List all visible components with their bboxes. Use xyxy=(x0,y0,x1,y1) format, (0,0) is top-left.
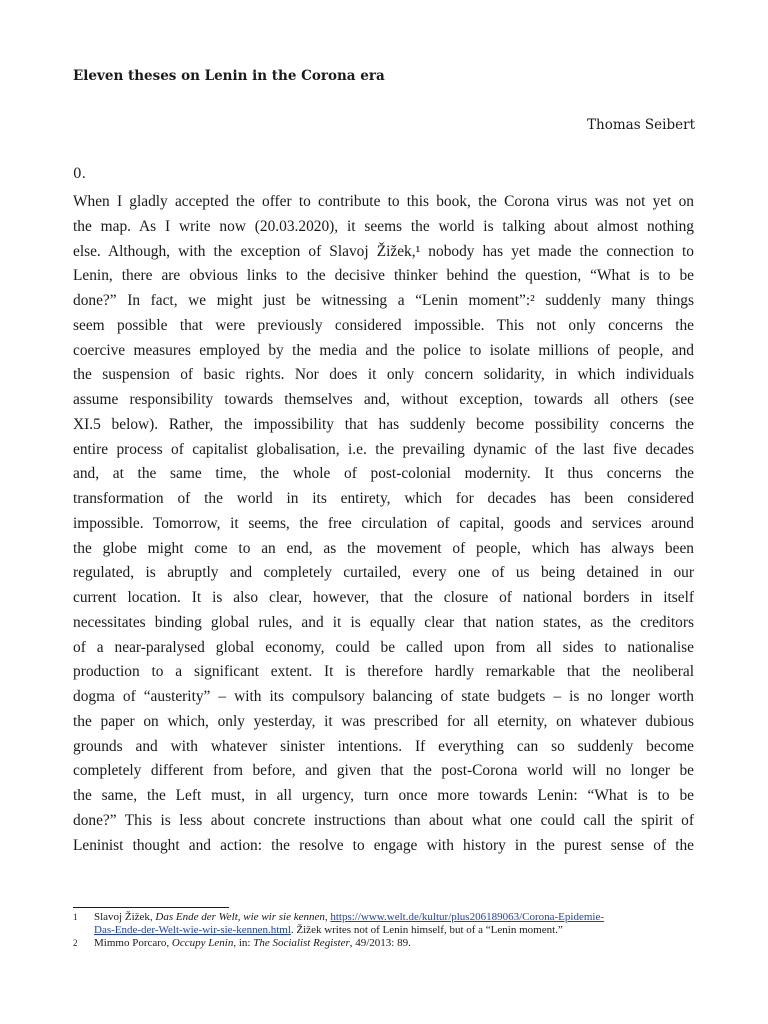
body-line: current location. It is also clear, however, that the closure of national borders in itself xyxy=(73,589,694,606)
footnote-2 xyxy=(73,937,694,950)
body-line: coercive measures employed by the media and the police to isolate millions of people, and xyxy=(73,341,694,359)
footnote-journal: The Socialist Register xyxy=(253,937,350,949)
body-line: done?” In fact, we might just be witnessing a “Lenin moment”:² suddenly many things xyxy=(73,292,694,309)
footnote-mark: 2 xyxy=(73,938,78,948)
footnote-title: Occupy Lenin xyxy=(171,937,234,949)
body-line: else. Although, with the exception of Slavoj Žižek,¹ nobody has yet made the connection to xyxy=(73,242,694,260)
document-title: Eleven theses on Lenin in the Corona era xyxy=(73,68,385,84)
footnote-text: , 49/2013: 89. xyxy=(349,937,411,949)
body-line: Leninist thought and action: the resolve to engage with history in the purest sense of the xyxy=(73,836,694,854)
footnote-link-continued[interactable]: Das-Ende-der-Welt-wie-wir-sie-kennen.html xyxy=(94,924,291,936)
body-paragraph xyxy=(73,190,694,858)
body-line: the paper on which, only yesterday, it was prescribed for all eternity, on whatever dubious xyxy=(73,712,694,730)
footnote-text: Mimmo Porcaro, xyxy=(94,937,172,949)
section-number: 0. xyxy=(73,166,86,182)
footnote-mark: 1 xyxy=(73,912,78,922)
footnote-divider xyxy=(73,907,229,908)
body-line: Lenin, there are obvious links to the decisive thinker behind the question, “What is to be xyxy=(73,267,694,285)
footnote-1 xyxy=(73,911,694,937)
body-line: production to a significant extent. It is therefore hardly remarkable that the neoliberal xyxy=(73,663,694,681)
body-line: and, at the same time, the whole of post-colonial modernity. It thus concerns the xyxy=(73,465,694,483)
body-line: the suspension of basic rights. Nor does it only concern solidarity, in which individuals xyxy=(73,366,694,384)
body-line: the map. As I write now (20.03.2020), it seems the world is talking about almost nothing xyxy=(73,217,694,235)
footnote-link[interactable]: https://www.welt.de/kultur/plus206189063/Corona-Epidemie- xyxy=(330,911,605,923)
body-line: grounds and with whatever sinister intentions. If everything can so suddenly become xyxy=(73,737,694,755)
body-line: of a near-paralysed global economy, could be called upon from all sides to nationalise xyxy=(73,638,694,656)
body-line: seem possible that were previously considered impossible. This not only concerns the xyxy=(73,316,694,334)
body-line: done?” This is less about concrete instructions than about what one could call the spirit of xyxy=(73,811,694,829)
body-line: When I gladly accepted the offer to contribute to this book, the Corona virus was not yet on xyxy=(73,193,694,210)
body-line: entire process of capitalist globalisation, i.e. the prevailing dynamic of the last five decades xyxy=(73,440,694,458)
body-line: the globe might come to an end, as the movement of people, which has always been xyxy=(73,539,694,557)
footnote-sep: , xyxy=(324,911,331,923)
body-line: regulated, is abruptly and completely curtailed, every one of us being detained in our xyxy=(73,564,694,582)
body-line: dogma of “austerity” – with its compulsory balancing of state budgets – is no longer worth xyxy=(73,688,694,705)
body-line: XI.5 below). Rather, the impossibility that has suddenly become possibility concerns the xyxy=(73,415,694,433)
body-line: assume responsibility towards themselves and, without exception, towards all others (see xyxy=(73,391,694,408)
body-line: transformation of the world in its entirety, which for decades has been considered xyxy=(73,490,694,507)
body-line: completely different from before, and given that the post-Corona world will no longer be xyxy=(73,762,694,780)
footnote-text: Slavoj Žižek, xyxy=(94,911,156,923)
body-line: the same, the Left must, in all urgency, turn once more towards Lenin: “What is to be xyxy=(73,787,694,804)
footnote-text: . Žižek writes not of Lenin himself, but of a “Lenin moment.” xyxy=(290,924,563,936)
body-line: necessitates binding global rules, and it is equally clear that nation states, as the creditors xyxy=(73,613,694,631)
footnote-text: , in: xyxy=(233,937,254,949)
body-line: impossible. Tomorrow, it seems, the free circulation of capital, goods and services around xyxy=(73,514,694,532)
footnote-title: Das Ende der Welt, wie wir sie kennen xyxy=(155,911,325,923)
author-name: Thomas Seibert xyxy=(587,117,695,133)
footnotes xyxy=(73,911,694,950)
